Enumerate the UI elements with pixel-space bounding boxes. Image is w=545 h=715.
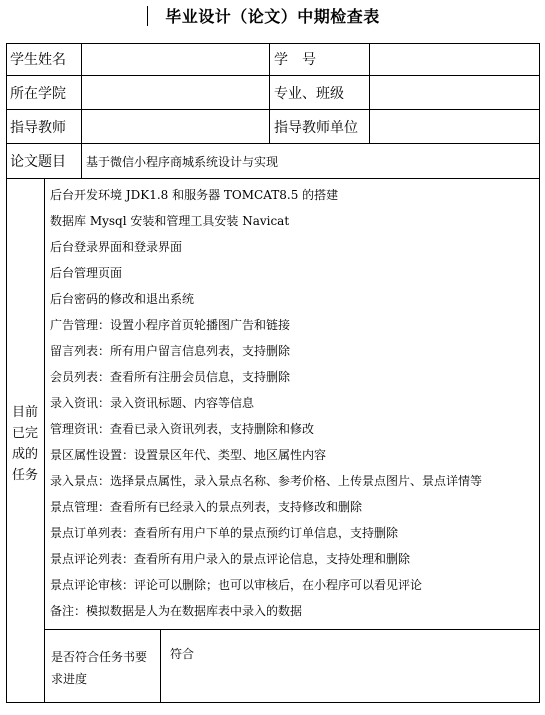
- student-name-label: 学生姓名: [6, 43, 82, 76]
- topic-label: 论文题目: [6, 144, 82, 179]
- task-item: 后台管理页面: [50, 266, 123, 280]
- task-item: 景点评论审核：评论可以删除；也可以审核后，在小程序可以看见评论: [50, 578, 423, 592]
- text-cursor: [147, 6, 148, 26]
- fit-progress-label: 是否符合任务书要求进度: [51, 650, 148, 686]
- advisor-unit-field[interactable]: [370, 110, 540, 144]
- student-name-field[interactable]: [82, 43, 270, 76]
- topic-value: 基于微信小程序商城系统设计与实现: [82, 144, 540, 179]
- task-item: 景区属性设置：设置景区年代、类型、地区属性内容: [50, 448, 327, 462]
- advisor-field[interactable]: [82, 110, 270, 144]
- task-item: 数据库 Mysql 安装和管理工具安装 Navicat: [50, 214, 290, 228]
- task-item: 景点管理：查看所有已经录入的景点列表，支持修改和删除: [50, 500, 363, 514]
- advisor-label: 指导教师: [6, 110, 82, 144]
- task-item: 录入景点：选择景点属性，录入景点名称、参考价格、上传景点图片、景点详情等: [50, 474, 483, 488]
- completed-tasks-label: 目前已完成的任务: [11, 405, 38, 483]
- task-item: 会员列表：查看所有注册会员信息，支持删除: [50, 370, 291, 384]
- student-no-label: 学 号: [270, 43, 370, 76]
- task-item: 景点订单列表：查看所有用户下单的景点预约订单信息，支持删除: [50, 526, 399, 540]
- task-item: 管理资讯：查看已录入资讯列表，支持删除和修改: [50, 422, 315, 436]
- major-class-field[interactable]: [370, 76, 540, 110]
- major-class-label: 专业、班级: [270, 76, 370, 110]
- tasks-divider: [44, 179, 45, 703]
- task-item: 景点评论列表：查看所有用户录入的景点评论信息，支持处理和删除: [50, 552, 411, 566]
- college-field[interactable]: [82, 76, 270, 110]
- fit-progress-value: 符合: [170, 647, 195, 661]
- fit-row-divider: [160, 629, 161, 703]
- task-item: 留言列表：所有用户留言信息列表，支持删除: [50, 344, 291, 358]
- college-label: 所在学院: [6, 76, 82, 110]
- task-item: 后台密码的修改和退出系统: [50, 292, 195, 306]
- task-item: 备注：模拟数据是人为在数据库表中录入的数据: [50, 604, 303, 618]
- task-item: 录入资讯：录入资讯标题、内容等信息: [50, 396, 255, 410]
- task-item: 广告管理：设置小程序首页轮播图广告和链接: [50, 318, 291, 332]
- page-title: 毕业设计（论文）中期检查表: [165, 7, 380, 26]
- advisor-unit-label: 指导教师单位: [270, 110, 370, 144]
- fit-row-top-border: [44, 629, 540, 630]
- student-no-field[interactable]: [370, 43, 540, 76]
- task-item: 后台开发环境 JDK1.8 和服务器 TOMCAT8.5 的搭建: [50, 188, 339, 202]
- task-item: 后台登录界面和登录界面: [50, 240, 183, 254]
